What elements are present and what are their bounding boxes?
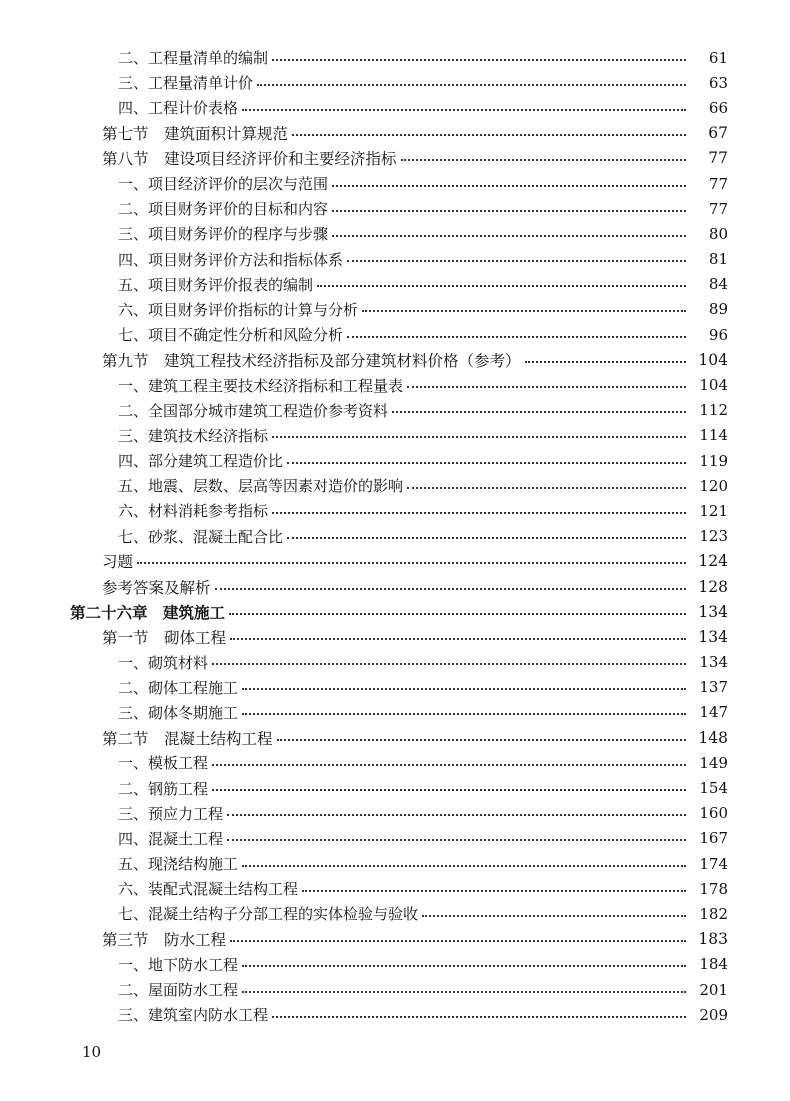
- toc-entry-page: 134: [698, 627, 728, 646]
- toc-entry-title: 第八节 建设项目经济评价和主要经济指标: [102, 150, 397, 169]
- toc-entry-title: 三、工程量清单计价: [118, 74, 254, 93]
- toc-entry-title: 六、装配式混凝土结构工程: [118, 880, 299, 899]
- dot-leader: [242, 109, 686, 111]
- dot-leader: [422, 915, 686, 917]
- toc-entry-page: 148: [698, 728, 728, 747]
- toc-subsection-entry[interactable]: [0, 775, 790, 800]
- dot-leader: [401, 159, 686, 161]
- toc-entry-title: 第一节 砌体工程: [102, 628, 227, 647]
- dot-leader: [362, 310, 686, 312]
- toc-subsection-entry[interactable]: [0, 221, 790, 246]
- toc-entry-page: 66: [708, 98, 728, 117]
- toc-entry-title: 一、砌筑材料: [118, 653, 209, 672]
- dot-leader: [292, 134, 686, 136]
- dot-leader: [230, 940, 686, 942]
- toc-entry-page: 104: [699, 376, 728, 395]
- toc-entry-title: 四、项目财务评价方法和指标体系: [118, 250, 344, 269]
- dot-leader: [407, 487, 686, 489]
- toc-entry-title: 二、项目财务评价的目标和内容: [118, 200, 329, 219]
- toc-entry-title: 一、项目经济评价的层次与范围: [118, 175, 329, 194]
- toc-entry-title: 三、建筑技术经济指标: [118, 426, 269, 445]
- page-number: 10: [82, 1043, 102, 1061]
- dot-leader: [215, 588, 686, 590]
- toc-entry-title: 一、建筑工程主要技术经济指标和工程量表: [118, 376, 404, 395]
- toc-entry-title: 五、现浇结构施工: [118, 855, 239, 874]
- toc-subsection-entry[interactable]: [0, 448, 790, 473]
- toc-entry-title: 二、工程量清单的编制: [118, 49, 269, 68]
- dot-leader: [302, 890, 686, 892]
- toc-entry-page: 112: [699, 401, 728, 420]
- toc-entry-title: 一、模板工程: [118, 754, 209, 773]
- dot-leader: [287, 537, 686, 539]
- toc-subsection-entry[interactable]: [0, 473, 790, 498]
- toc-entry-page: 119: [699, 451, 728, 470]
- dot-leader: [392, 411, 686, 413]
- toc-entry-title: 七、混凝土结构子分部工程的实体检验与验收: [118, 905, 419, 924]
- toc-entry-title: 二、全国部分城市建筑工程造价参考资料: [118, 401, 389, 420]
- toc-subsection-entry[interactable]: [0, 851, 790, 876]
- dot-leader: [212, 663, 686, 665]
- toc-entry-title: 四、混凝土工程: [118, 829, 224, 848]
- toc-subsection-entry[interactable]: [0, 876, 790, 901]
- toc-entry-page: 209: [699, 1005, 728, 1024]
- toc-entry-title: 二、钢筋工程: [118, 779, 209, 798]
- toc-subsection-entry[interactable]: [0, 398, 790, 423]
- dot-leader: [272, 1016, 686, 1018]
- dot-leader: [347, 336, 686, 338]
- table-of-contents: [0, 45, 790, 1027]
- toc-entry-page: 134: [699, 653, 728, 672]
- toc-subsection-entry[interactable]: [0, 70, 790, 95]
- toc-entry-page: 124: [698, 552, 728, 571]
- toc-subsection-entry[interactable]: [0, 423, 790, 448]
- toc-entry-page: 178: [699, 879, 728, 898]
- toc-entry-page: 149: [699, 753, 728, 772]
- toc-entry-page: 84: [708, 275, 728, 294]
- toc-entry-title: 四、工程计价表格: [118, 99, 239, 118]
- dot-leader: [272, 59, 686, 61]
- toc-entry-page: 114: [699, 426, 728, 445]
- toc-entry-page: 182: [699, 904, 728, 923]
- toc-entry-page: 201: [699, 980, 728, 999]
- toc-subsection-entry[interactable]: [0, 196, 790, 221]
- toc-entry-page: 121: [699, 501, 728, 520]
- dot-leader: [272, 512, 686, 514]
- toc-subsection-entry[interactable]: [0, 45, 790, 70]
- toc-entry-page: 167: [699, 829, 728, 848]
- toc-subsection-entry[interactable]: [0, 675, 790, 700]
- dot-leader: [272, 436, 686, 438]
- toc-entry-title: 五、地震、层数、层高等因素对造价的影响: [118, 477, 404, 496]
- toc-section-entry[interactable]: [0, 549, 790, 574]
- toc-section-entry[interactable]: [0, 574, 790, 599]
- toc-entry-title: 五、项目财务评价报表的编制: [118, 275, 314, 294]
- toc-entry-title: 二、砌体工程施工: [118, 678, 239, 697]
- toc-subsection-entry[interactable]: [0, 952, 790, 977]
- toc-section-entry[interactable]: [0, 927, 790, 952]
- toc-subsection-entry[interactable]: [0, 1002, 790, 1027]
- toc-entry-page: 183: [698, 930, 728, 949]
- toc-entry-page: 80: [708, 224, 728, 243]
- dot-leader: [212, 764, 686, 766]
- toc-section-entry[interactable]: [0, 121, 790, 146]
- toc-section-entry[interactable]: [0, 146, 790, 171]
- toc-entry-page: 147: [699, 703, 728, 722]
- toc-entry-page: 61: [708, 48, 728, 67]
- toc-section-entry[interactable]: [0, 624, 790, 649]
- dot-leader: [347, 260, 686, 262]
- toc-subsection-entry[interactable]: [0, 171, 790, 196]
- toc-subsection-entry[interactable]: [0, 650, 790, 675]
- dot-leader: [332, 210, 686, 212]
- toc-entry-title: 三、预应力工程: [118, 804, 224, 823]
- toc-entry-title: 习题: [102, 553, 134, 572]
- toc-entry-title: 一、地下防水工程: [118, 955, 239, 974]
- dot-leader: [242, 965, 686, 967]
- toc-entry-page: 174: [699, 854, 728, 873]
- toc-subsection-entry[interactable]: [0, 977, 790, 1002]
- toc-subsection-entry[interactable]: [0, 95, 790, 120]
- toc-section-entry[interactable]: [0, 347, 790, 372]
- toc-entry-title: 三、建筑室内防水工程: [118, 1006, 269, 1025]
- toc-entry-page: 120: [699, 476, 728, 495]
- dot-leader: [242, 713, 686, 715]
- toc-entry-page: 184: [699, 955, 728, 974]
- toc-entry-page: 128: [698, 577, 728, 596]
- toc-entry-page: 134: [698, 602, 728, 621]
- toc-entry-page: 137: [699, 678, 728, 697]
- toc-chapter-entry[interactable]: [0, 599, 790, 624]
- toc-subsection-entry[interactable]: [0, 372, 790, 397]
- toc-subsection-entry[interactable]: [0, 247, 790, 272]
- toc-subsection-entry[interactable]: [0, 801, 790, 826]
- toc-entry-title: 第三节 防水工程: [102, 931, 227, 950]
- dot-leader: [242, 991, 686, 993]
- toc-subsection-entry[interactable]: [0, 700, 790, 725]
- toc-entry-title: 第二十六章 建筑施工: [70, 602, 226, 622]
- toc-entry-page: 77: [708, 174, 728, 193]
- toc-subsection-entry[interactable]: [0, 901, 790, 926]
- toc-entry-page: 67: [708, 124, 728, 143]
- toc-entry-title: 三、砌体冬期施工: [118, 703, 239, 722]
- toc-subsection-entry[interactable]: [0, 524, 790, 549]
- toc-entry-title: 七、砂浆、混凝土配合比: [118, 527, 284, 546]
- dot-leader: [242, 688, 686, 690]
- toc-entry-title: 四、部分建筑工程造价比: [118, 452, 284, 471]
- toc-entry-title: 第二节 混凝土结构工程: [102, 729, 273, 748]
- toc-entry-title: 第九节 建筑工程技术经济指标及部分建筑材料价格（参考）: [102, 351, 521, 370]
- toc-entry-title: 参考答案及解析: [102, 578, 211, 597]
- dot-leader: [227, 839, 686, 841]
- dot-leader: [242, 865, 686, 867]
- toc-entry-page: 77: [708, 149, 728, 168]
- toc-entry-page: 160: [699, 804, 728, 823]
- toc-entry-page: 81: [708, 250, 728, 269]
- dot-leader: [332, 185, 686, 187]
- dot-leader: [287, 462, 686, 464]
- toc-subsection-entry[interactable]: [0, 322, 790, 347]
- toc-entry-page: 89: [708, 300, 728, 319]
- toc-entry-title: 二、屋面防水工程: [118, 981, 239, 1000]
- toc-subsection-entry[interactable]: [0, 272, 790, 297]
- toc-subsection-entry[interactable]: [0, 750, 790, 775]
- dot-leader: [257, 84, 686, 86]
- dot-leader: [230, 638, 686, 640]
- dot-leader: [212, 789, 686, 791]
- toc-subsection-entry[interactable]: [0, 297, 790, 322]
- dot-leader: [332, 235, 686, 237]
- dot-leader: [317, 285, 686, 287]
- toc-subsection-entry[interactable]: [0, 826, 790, 851]
- toc-entry-page: 77: [708, 199, 728, 218]
- dot-leader: [137, 562, 686, 564]
- toc-entry-page: 63: [708, 73, 728, 92]
- dot-leader: [407, 386, 686, 388]
- toc-entry-page: 123: [699, 527, 728, 546]
- toc-entry-title: 三、项目财务评价的程序与步骤: [118, 225, 329, 244]
- toc-entry-title: 七、项目不确定性分析和风险分析: [118, 326, 344, 345]
- toc-section-entry[interactable]: [0, 725, 790, 750]
- toc-entry-title: 六、材料消耗参考指标: [118, 502, 269, 521]
- dot-leader: [525, 361, 686, 363]
- toc-entry-title: 第七节 建筑面积计算规范: [102, 125, 289, 144]
- toc-entry-page: 96: [708, 325, 728, 344]
- toc-entry-page: 104: [698, 350, 728, 369]
- dot-leader: [229, 613, 686, 615]
- dot-leader: [277, 739, 686, 741]
- toc-entry-page: 154: [699, 779, 728, 798]
- dot-leader: [227, 814, 686, 816]
- toc-subsection-entry[interactable]: [0, 498, 790, 523]
- toc-entry-title: 六、项目财务评价指标的计算与分析: [118, 300, 359, 319]
